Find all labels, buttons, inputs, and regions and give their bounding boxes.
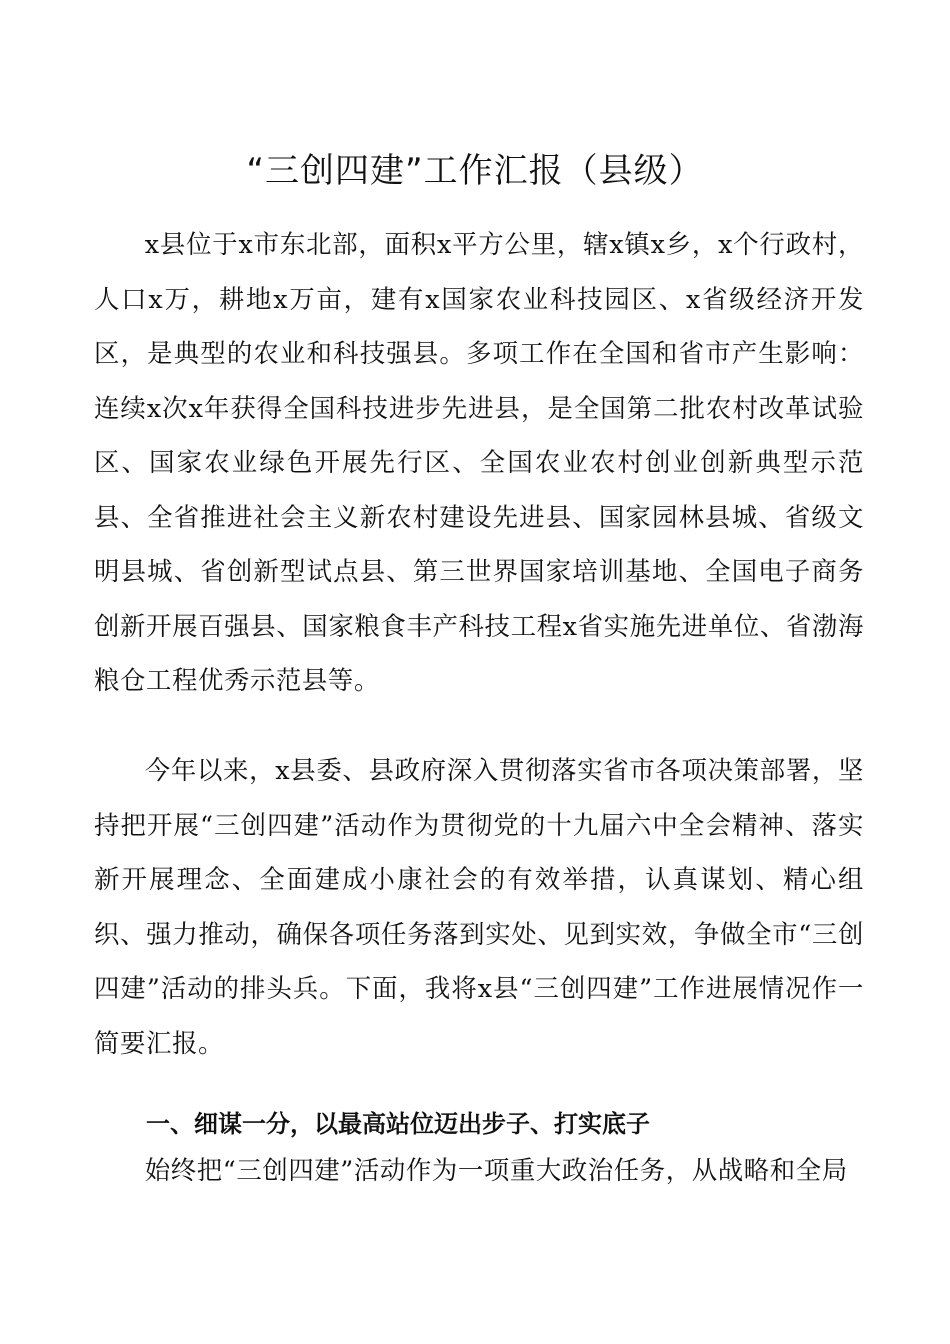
section-heading: 一、细谋一分，以最高站位迈出步子、打实底子 (146, 1110, 650, 1138)
paragraph-county-overview: x县位于x市东北部，面积x平方公里，辖x镇x乡，x个行政村，人口x万，耕地x万亩，建有x国家农业科技园区、x省级经济开发区，是典型的农业和科技强县。多项工作在全国和省市产生影响：连续x次x年获得全国科技进步先进县，是全国第二批农村改革试验区、国家农业绿色开展先行区、全国农业农村创业创新典型示范县、全省推进社会主义新农村建设先进县、国家园林县城、省级文明县城、省创新型试点县、第三世界国家培训基地、全国电子商务创新开展百强县、国家粮食丰产科技工程x省实施先进单位、省渤海粮仓工程优秀示范县等。 (94, 229, 864, 695)
paragraph-section-one: 始终把“三创四建”活动作为一项重大政治任务，从战略和全局 (144, 1155, 848, 1185)
document-title: “三创四建”工作汇报（县级） (246, 151, 704, 191)
paragraph-work-summary: 今年以来，x县委、县政府深入贯彻落实省市各项决策部署，坚持把开展“三创四建”活动作为贯彻党的十九届六中全会精神、落实新开展理念、全面建成小康社会的有效举措，认真谋划、精心组织、强力推动，确保各项任务落到实处、见到实效，争做全市“三创四建”活动的排头兵。下面，我将x县“三创四建”工作进展情况作一简要汇报。 (94, 755, 864, 1058)
